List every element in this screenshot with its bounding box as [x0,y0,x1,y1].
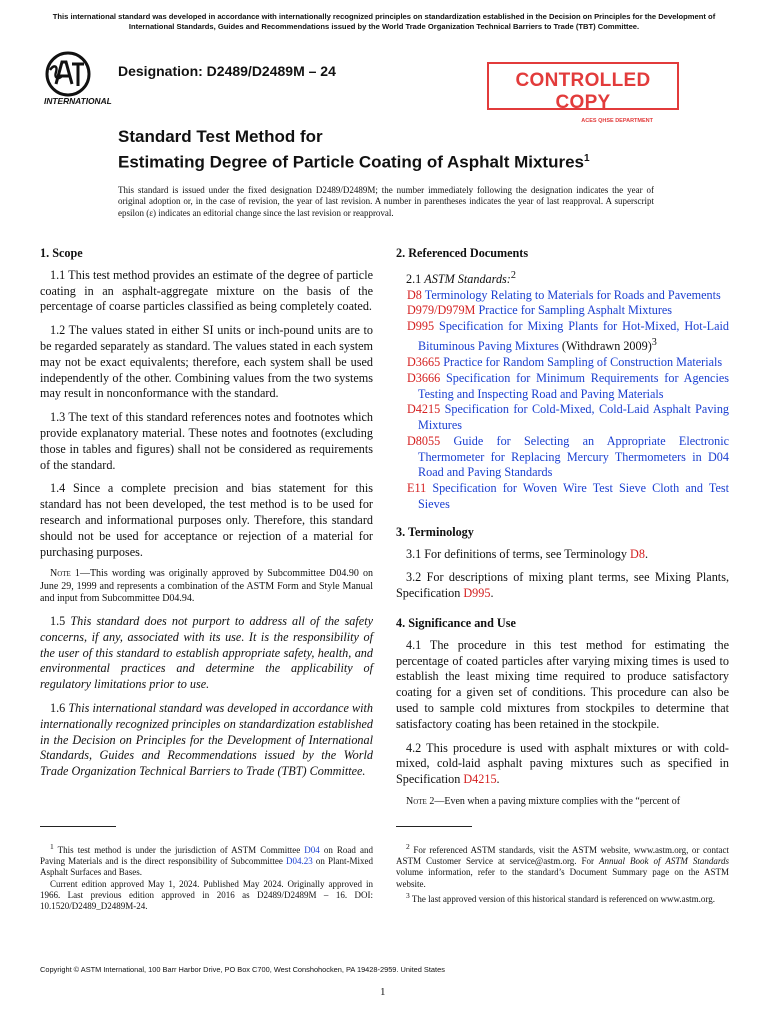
footnote-1: $^1$ This test method is under the jurisdiction of ASTM Committee D04 on Road and Paving Materials and is the direct responsibility of Subcommittee D04.23 on Plant-Mixed Asphalt Surfaces and Bases. [40,842,373,878]
reference-code[interactable]: D995 [407,319,435,334]
section-heading-referenced: 2. Referenced Documents [396,246,529,260]
reference-code[interactable]: D8055 [407,433,441,448]
stamp-subtitle: ACES QHSE DEPARTMENT [581,118,653,124]
section-heading-significance: 4. Significance and Use [396,616,516,631]
title-line-1: Standard Test Method for [118,127,323,146]
reference-code[interactable]: D4215 [407,402,441,417]
footnote-ref-2[interactable]: 2 [510,269,516,281]
controlled-copy-stamp [487,62,679,124]
designation: Designation: D2489/D2489M – 24 [118,63,336,79]
footnote-ref-3[interactable]: 3 [651,337,657,349]
footnote-3: $^3$ The last approved version of this historical standard is referenced on www.astm.org. [406,890,716,904]
astm-standards-text: ASTM Standards: [424,271,511,286]
preface-text: This standard is issued under the fixed designation D2489/D2489M; the number immediately following the designation indicates the year of original adoption or, in the case of revision, the year of last revision. A number in parentheses indicates the year of last reapproval. A superscript epsilon (ε) indicates an editorial change since the last revision or reapproval. [118,185,654,218]
paragraph-1-2: 1.2 The values stated in either SI units or inch-pound units are to be regarded separately as standard. The values stated in each system may not be exact equivalents; therefore, each system shall be used independently of the other. Combining values from the two systems may result in nonconformance with the standard. [40,323,373,401]
paragraph-1-6-num: 1.6 [50,700,66,715]
footnote-divider-right [396,826,472,827]
title-footnote-ref[interactable]: 1 [584,153,590,164]
reference-code[interactable]: E11 [407,481,427,496]
note-2 [396,796,729,808]
title-line-2: Estimating Degree of Particle Coating of Asphalt Mixtures [118,152,585,172]
reference-item [396,434,729,481]
link-d8[interactable]: D8 [630,546,645,561]
footnotes-left [40,841,373,912]
reference-list [396,288,729,513]
reference-title[interactable]: Guide for Selecting an Appropriate Electronic Thermometer for Replacing Mercury Thermometers in D04 Road and Paving Standards [418,433,730,480]
footnotes-right [396,841,729,905]
paragraph-1-6 [40,701,373,780]
reference-item [396,371,729,403]
reference-item [396,481,729,513]
document-title [118,126,590,174]
paragraph-1-5-num: 1.5 [50,613,66,628]
footnote-current-edition: Current edition approved May 1, 2024. Published May 2024. Originally approved in 1966. Last previous edition approved in 2016 as D2489/D2489M – 16. DOI: 10.1520/D2489_D2489M-24. [40,878,373,912]
paragraph-1-1: 1.1 This test method provides an estimate of the degree of particle coating in an asphalt-aggregate mixture on the basis of the percentage of coarse particles classified as being completely coated. [40,267,373,314]
link-d995[interactable]: D995 [463,586,491,601]
note-1 [40,568,373,605]
section-heading-scope: 1. Scope [40,246,83,260]
reference-title[interactable]: Specification for Minimum Requirements for Agencies Testing and Inspecting Road and Paving Materials [418,370,729,401]
note-1-text: —This wording was originally approved by Subcommittee D04.90 on June 29, 1999 and represents a combination of the ASTM Form and Style Manual and input from Subcommittee D04.94. [40,568,373,604]
reference-title[interactable]: Specification for Cold-Mixed, Cold-Laid Asphalt Paving Mixtures [418,402,730,433]
paragraph-4-1: 4.1 The procedure in this test method for estimating the percentage of coated particles after varying mixing times is used to establish the least mixing time required to produce satisfactory coating for a given set of conditions. This procedure can also be used to sample cold mixtures from stockpiles to determine that satisfactory coating has been retained in the stockpile. [396,637,729,731]
reference-code[interactable]: D8 [407,287,422,302]
left-column [40,246,373,788]
reference-title[interactable]: Practice for Sampling Asphalt Mixtures [478,303,673,318]
reference-title[interactable]: Specification for Woven Wire Test Sieve Cloth and Test Sieves [418,481,729,512]
astm-standards-label: 2.1 ASTM Standards:$^2$ [406,269,516,286]
link-d4215[interactable]: D4215 [463,772,497,787]
page-number: 1 [380,986,386,998]
reference-title[interactable]: Specification for Mixing Plants for Hot-Mixed, Hot-Laid Bituminous Paving Mixtures [418,319,729,354]
reference-code[interactable]: D3666 [407,370,441,385]
reference-title[interactable]: Terminology Relating to Materials for Roads and Pavements [424,287,721,302]
reference-item [396,402,729,434]
reference-item [396,288,729,304]
reference-item [396,319,729,355]
note-1-label: Note 1 [50,568,80,580]
paragraph-3-1: 3.1 For definitions of terms, see Terminology D8. [406,546,648,561]
top-notice: This international standard was developed in accordance with internationally recognized principles on standardization established in the Decision on Principles for the Development of International Standards, Guides and Recommendations issued by the World Trade Organization Technical Barriers to Trade (TBT) Committee. [52,12,716,31]
footnote-divider-left [40,826,116,827]
reference-code[interactable]: D3665 [407,354,441,369]
reference-code[interactable]: D979/D979M [407,303,476,318]
reference-title[interactable]: Practice for Random Sampling of Construction Materials [443,354,723,369]
note-2-label: Note 2 [406,796,435,808]
paragraph-3-2: 3.2 For descriptions of mixing plant terms, see Mixing Plants, Specification D995. [396,570,729,601]
paragraph-1-5 [40,614,373,693]
link-d04-23[interactable]: D04.23 [286,856,313,867]
paragraph-1-5-text: This standard does not purport to address all of the safety concerns, if any, associated with its use. It is the responsibility of the user of this standard to establish appropriate safety, health, and environmental practices and determine the applicability of regulatory limitations prior to use. [40,613,373,692]
paragraph-1-6-text: This international standard was developed in accordance with internationally recognized principles on standardization established in the Decision on Principles for the Development of International Standards, Guides and Recommendations issued by the World Trade Organization Technical Barriers to Trade (TBT) Committee. [40,700,373,779]
astm-logo [42,50,112,108]
reference-withdrawn: (Withdrawn 2009) [558,339,652,354]
copyright-footer: Copyright © ASTM International, 100 Barr Harbor Drive, PO Box C700, West Conshohocken, PA 19428-2959. United States [40,965,445,974]
footnote-2: $^2$ For referenced ASTM standards, visit the ASTM website, www.astm.org, or contact ASTM Customer Service at service@astm.org. For Annual Book of ASTM Standards volume information, refer to the standard’s Document Summary page on the ASTM website. [396,842,730,889]
reference-item [396,355,729,371]
stamp-title: CONTROLLED COPY [515,70,651,113]
reference-item [396,303,729,319]
right-column [396,246,729,817]
paragraph-1-4: 1.4 Since a complete precision and bias statement for this standard has not been developed, the test method is to be used for research and informational purposes only. Therefore, this standard should not be used for acceptance or rejection of a material for purchasing purposes. [40,481,373,559]
section-heading-terminology: 3. Terminology [396,524,474,539]
logo-text: INTERNATIONAL [44,96,112,106]
link-d04[interactable]: D04 [304,845,320,855]
paragraph-1-3: 1.3 The text of this standard references notes and footnotes which provide explanatory material. These notes and footnotes (excluding those in tables and figures) shall not be considered as requirements of the standard. [40,410,373,472]
note-2-text: —Even when a paving mixture complies with the “percent of [434,796,681,808]
paragraph-4-2: 4.2 This procedure is used with asphalt mixtures or with cold-mixed, cold-laid asphalt paving mixtures such as specified in Specification D4215. [396,740,729,787]
